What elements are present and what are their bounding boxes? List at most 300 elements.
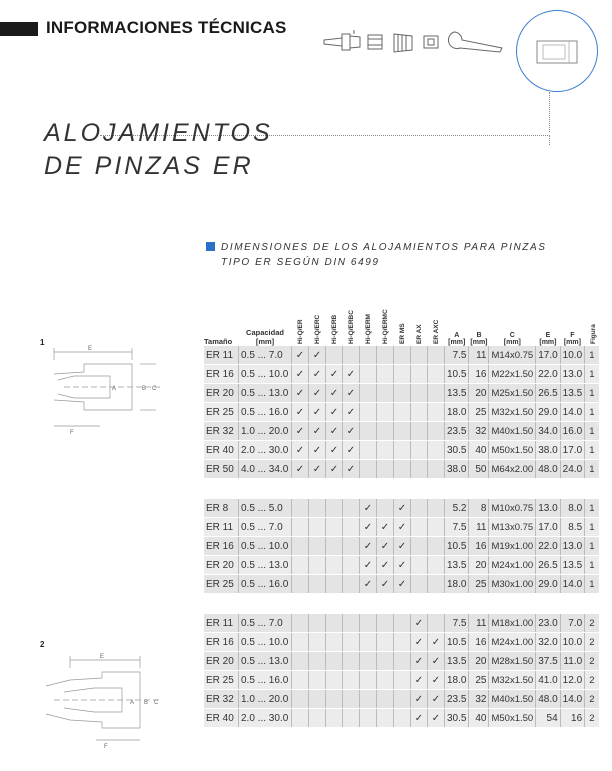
col-type-6: Hi-Q/ERMC [381,309,389,344]
cell-check [428,365,445,384]
dotted-connector [549,92,550,132]
cell-e: 22.0 [536,365,560,384]
cell-figura: 2 [585,690,599,709]
cell-check: ✓ [326,441,343,460]
cell-check [292,575,309,594]
cell-check [292,614,309,633]
cell-figura: 1 [585,441,599,460]
col-b: B [mm] [470,332,488,346]
table-row [204,365,599,384]
cell-a: 23.5 [445,422,469,441]
table-row [204,709,599,728]
cell-check [411,460,428,479]
cell-f: 10.0 [560,633,584,652]
cell-figura: 1 [585,556,599,575]
cell-check [309,652,326,671]
cell-check [377,346,394,365]
cell-check [394,633,411,652]
cell-figura: 1 [585,422,599,441]
section-header: INFORMACIONES TÉCNICAS [46,18,287,37]
cell-check: ✓ [411,652,428,671]
cell-check: ✓ [343,403,360,422]
cell-capacidad: 4.0 ... 34.0 [239,460,292,479]
tool-holder-icon [324,30,360,50]
cell-check [309,556,326,575]
cell-check [292,537,309,556]
cell-check [292,499,309,518]
cell-a: 13.5 [445,556,469,575]
cell-e: 26.5 [536,556,560,575]
cell-check [326,518,343,537]
cell-check: ✓ [394,556,411,575]
cell-capacidad: 1.0 ... 20.0 [239,422,292,441]
square-bullet-icon [206,242,215,251]
cell-check [377,652,394,671]
cell-check: ✓ [292,441,309,460]
cell-check [343,652,360,671]
cell-check [428,403,445,422]
cell-check [360,671,377,690]
cell-a: 10.5 [445,633,469,652]
cell-check: ✓ [360,537,377,556]
cell-figura: 1 [585,403,599,422]
cell-tamano: ER 11 [204,518,239,537]
figure-2-number: 2 [40,640,45,649]
cell-e: 29.0 [536,575,560,594]
cell-e: 13.0 [536,499,560,518]
col-capacidad-label: Capacidad [246,328,284,337]
col-type-2: Hi-Q/ERC [313,314,321,344]
cell-figura: 1 [585,460,599,479]
cell-check [377,499,394,518]
cell-check: ✓ [394,575,411,594]
cell-b: 20 [469,384,489,403]
cell-capacidad: 2.0 ... 30.0 [239,709,292,728]
cell-c: M25x1.50 [489,384,536,403]
cell-check [343,671,360,690]
cell-tamano: ER 11 [204,614,239,633]
cell-check [309,690,326,709]
cell-check [377,633,394,652]
cell-check [394,403,411,422]
cell-a: 10.5 [445,365,469,384]
cell-figura: 1 [585,575,599,594]
cell-c: M13x0.75 [489,518,536,537]
cell-check: ✓ [428,671,445,690]
cell-capacidad: 0.5 ... 7.0 [239,614,292,633]
table-row [204,671,599,690]
highlight-circle [516,10,598,92]
cell-check [360,460,377,479]
cell-c: M22x1.50 [489,365,536,384]
cell-check [377,671,394,690]
cell-check [360,365,377,384]
cell-check: ✓ [360,518,377,537]
cell-check [377,690,394,709]
cell-tamano: ER 20 [204,556,239,575]
fig2-label-e: E [100,654,105,660]
cell-e: 17.0 [536,346,560,365]
cell-f: 16 [560,709,584,728]
cell-tamano: ER 8 [204,499,239,518]
cell-f: 11.0 [560,652,584,671]
cell-check [411,575,428,594]
cell-b: 40 [469,441,489,460]
cell-check [411,422,428,441]
col-type-9: ER AXC [432,319,440,344]
cell-check [343,499,360,518]
cell-figura: 2 [585,652,599,671]
cell-check [428,556,445,575]
sleeve-icon [424,36,438,48]
cell-figura: 1 [585,499,599,518]
fig1-label-f: F [70,430,74,436]
cell-b: 16 [469,633,489,652]
cell-tamano: ER 40 [204,709,239,728]
cell-check [394,441,411,460]
cell-figura: 2 [585,671,599,690]
collet-icon [394,34,412,52]
cell-check: ✓ [326,403,343,422]
fig2-label-f: F [104,744,108,750]
group-separator [204,594,599,615]
cell-check [394,384,411,403]
table-header-row [204,306,599,346]
table-row [204,690,599,709]
cell-check [377,422,394,441]
cell-e: 32.0 [536,633,560,652]
cell-check: ✓ [377,537,394,556]
cell-e: 26.5 [536,384,560,403]
cell-c: M32x1.50 [489,671,536,690]
cell-check [428,441,445,460]
cell-c: M40x1.50 [489,690,536,709]
col-f: F [mm] [563,332,581,346]
table-row [204,518,599,537]
housing-icon [517,11,597,91]
cell-check [394,671,411,690]
cell-capacidad: 0.5 ... 16.0 [239,671,292,690]
cell-check: ✓ [360,556,377,575]
cell-b: 11 [469,614,489,633]
cell-check [394,614,411,633]
title-line-2: DE PINZAS ER [44,152,254,180]
figure-1-drawing [40,340,170,440]
cell-check [326,671,343,690]
cell-f: 14.0 [560,575,584,594]
cell-check: ✓ [326,365,343,384]
cell-check [309,614,326,633]
cell-check [428,518,445,537]
cell-check [360,652,377,671]
cell-tamano: ER 16 [204,537,239,556]
table-row [204,346,599,365]
cell-check: ✓ [343,365,360,384]
cell-check [411,518,428,537]
cell-check: ✓ [343,441,360,460]
cell-check [343,537,360,556]
cell-check: ✓ [377,575,394,594]
cell-check: ✓ [309,441,326,460]
caption-line-1: DIMENSIONES DE LOS ALOJAMIENTOS PARA PINZAS [221,242,547,253]
cell-e: 22.0 [536,537,560,556]
col-type-4: Hi-Q/ERBC [347,310,355,344]
cell-check: ✓ [411,709,428,728]
cell-figura: 2 [585,709,599,728]
cell-tamano: ER 11 [204,346,239,365]
cell-check [343,690,360,709]
cell-capacidad: 0.5 ... 16.0 [239,403,292,422]
cell-capacidad: 0.5 ... 7.0 [239,518,292,537]
cell-a: 30.5 [445,709,469,728]
cell-check [428,422,445,441]
cell-e: 23.0 [536,614,560,633]
cell-f: 14.0 [560,690,584,709]
cell-check [343,614,360,633]
cell-c: M19x1.00 [489,537,536,556]
cell-check: ✓ [309,384,326,403]
cell-check [292,518,309,537]
cell-check [292,633,309,652]
cell-check [428,460,445,479]
cell-e: 17.0 [536,518,560,537]
cell-check [394,422,411,441]
table-row [204,537,599,556]
title-line-1: ALOJAMIENTOS [44,119,273,147]
cell-check: ✓ [411,633,428,652]
cell-check [411,365,428,384]
cell-f: 13.5 [560,384,584,403]
cell-e: 38.0 [536,441,560,460]
fig2-label-c: C [154,700,159,706]
col-type-3: Hi-Q/ERB [330,314,338,344]
cell-e: 37.5 [536,652,560,671]
cell-check [411,441,428,460]
cell-c: M14x0.75 [489,346,536,365]
cell-check [360,403,377,422]
cell-capacidad: 0.5 ... 13.0 [239,384,292,403]
cell-check [377,403,394,422]
header-bar [0,22,38,36]
col-a: A [mm] [448,332,466,346]
cell-check [377,460,394,479]
cell-b: 25 [469,403,489,422]
col-capacidad-unit: [mm] [255,337,275,346]
cell-f: 13.5 [560,556,584,575]
cell-tamano: ER 25 [204,403,239,422]
dotted-connector-end [549,135,550,145]
cell-check: ✓ [343,384,360,403]
cell-a: 7.5 [445,614,469,633]
cell-tamano: ER 16 [204,365,239,384]
cell-check [411,346,428,365]
cell-check: ✓ [360,575,377,594]
cell-b: 11 [469,346,489,365]
cell-tamano: ER 32 [204,690,239,709]
group-separator [204,479,599,500]
cell-f: 13.0 [560,537,584,556]
cell-check: ✓ [309,422,326,441]
cell-check: ✓ [411,671,428,690]
cell-c: M32x1.50 [489,403,536,422]
cell-check [326,346,343,365]
cell-check: ✓ [377,556,394,575]
cell-f: 16.0 [560,422,584,441]
cell-capacidad: 0.5 ... 13.0 [239,652,292,671]
cell-check: ✓ [292,460,309,479]
cell-c: M10x0.75 [489,499,536,518]
cell-a: 7.5 [445,346,469,365]
cell-check [326,575,343,594]
cell-check [292,671,309,690]
cell-e: 34.0 [536,422,560,441]
cell-figura: 1 [585,537,599,556]
cell-check [360,441,377,460]
cell-a: 18.0 [445,575,469,594]
cell-e: 29.0 [536,403,560,422]
cell-capacidad: 1.0 ... 20.0 [239,690,292,709]
cell-check [326,556,343,575]
table-row [204,575,599,594]
wrench-icon [448,32,502,52]
cell-figura: 1 [585,365,599,384]
cell-check: ✓ [394,518,411,537]
cell-check: ✓ [428,709,445,728]
cell-check: ✓ [428,633,445,652]
cell-tamano: ER 32 [204,422,239,441]
cell-capacidad: 0.5 ... 10.0 [239,365,292,384]
fig1-label-e: E [88,346,93,352]
cell-b: 25 [469,575,489,594]
cell-check: ✓ [394,499,411,518]
cell-check [394,652,411,671]
cell-c: M24x1.00 [489,556,536,575]
cell-check [343,633,360,652]
nut-icon [368,35,382,49]
fig1-label-c: C [152,386,157,392]
cell-check [428,384,445,403]
cell-capacidad: 2.0 ... 30.0 [239,441,292,460]
cell-check: ✓ [309,365,326,384]
cell-f: 8.0 [560,499,584,518]
cell-figura: 1 [585,346,599,365]
cell-tamano: ER 20 [204,652,239,671]
cell-check [309,671,326,690]
cell-check: ✓ [394,537,411,556]
fig1-label-b: B [142,386,147,392]
cell-check [428,346,445,365]
cell-check: ✓ [343,422,360,441]
cell-check [343,556,360,575]
cell-e: 48.0 [536,460,560,479]
figure-1-number: 1 [40,338,45,347]
cell-check: ✓ [292,384,309,403]
cell-check [309,537,326,556]
cell-check [292,556,309,575]
col-type-5: Hi-Q/ERM [364,314,372,344]
cell-check: ✓ [411,614,428,633]
cell-check [326,709,343,728]
cell-a: 7.5 [445,518,469,537]
cell-check: ✓ [428,652,445,671]
cell-check [377,441,394,460]
cell-capacidad: 0.5 ... 10.0 [239,537,292,556]
cell-check: ✓ [326,460,343,479]
cell-check [428,499,445,518]
cell-a: 13.5 [445,384,469,403]
cell-f: 7.0 [560,614,584,633]
table-row [204,384,599,403]
cell-a: 38.0 [445,460,469,479]
cell-check [309,709,326,728]
col-tamano: Tamaño [204,337,233,346]
cell-b: 8 [469,499,489,518]
cell-check [394,690,411,709]
cell-check [360,709,377,728]
cell-check [326,614,343,633]
cell-check: ✓ [360,499,377,518]
cell-check [326,633,343,652]
cell-b: 20 [469,556,489,575]
cell-capacidad: 0.5 ... 5.0 [239,499,292,518]
cell-check [326,652,343,671]
cell-f: 8.5 [560,518,584,537]
cell-figura: 1 [585,384,599,403]
cell-c: M30x1.00 [489,575,536,594]
cell-check [360,384,377,403]
figure-2-drawing [40,650,170,750]
cell-check: ✓ [377,518,394,537]
cell-check [360,690,377,709]
cell-check: ✓ [428,690,445,709]
cell-check [377,365,394,384]
cell-f: 12.0 [560,671,584,690]
cell-e: 41.0 [536,671,560,690]
cell-check: ✓ [292,422,309,441]
cell-a: 18.0 [445,403,469,422]
cell-check: ✓ [309,460,326,479]
cell-c: M50x1.50 [489,709,536,728]
cell-a: 30.5 [445,441,469,460]
cell-a: 5.2 [445,499,469,518]
table-row [204,422,599,441]
cell-a: 18.0 [445,671,469,690]
cell-check [326,537,343,556]
cell-check [343,346,360,365]
cell-check [394,709,411,728]
cell-e: 54 [536,709,560,728]
cell-b: 16 [469,537,489,556]
cell-check [292,709,309,728]
cell-capacidad: 0.5 ... 16.0 [239,575,292,594]
cell-b: 50 [469,460,489,479]
cell-check: ✓ [411,690,428,709]
cell-check [377,709,394,728]
cell-check [411,499,428,518]
cell-check: ✓ [292,365,309,384]
cell-check [326,690,343,709]
cell-c: M50x1.50 [489,441,536,460]
col-e: E [mm] [539,332,557,346]
cell-check: ✓ [326,422,343,441]
cell-check [428,614,445,633]
cell-tamano: ER 25 [204,575,239,594]
table-row [204,403,599,422]
cell-tamano: ER 20 [204,384,239,403]
cell-check [326,499,343,518]
table-row [204,652,599,671]
tool-icons [320,18,550,68]
